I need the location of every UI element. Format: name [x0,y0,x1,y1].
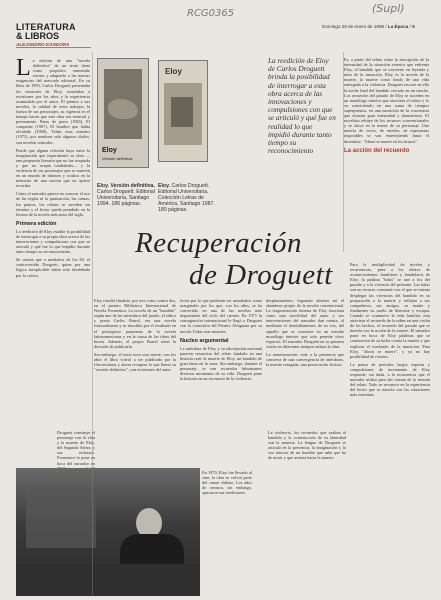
handwritten-mark: (Supl) [372,2,405,15]
section-title: LITERATURA [16,22,76,32]
left-column-lower: Droguett construye el personaje con la vida y la muerte de Eloy, del Segundo Sierra, y sus rechazos. Formentor lo pone en boca del narrador en [57,430,95,466]
right-column-top: Es, a partir del relato sobre la inscripción de la intensidad de la situación exterior que enfrenta Eloy, el bandido que se convierte en leyenda y mito de la narración. Eloy es la novela de la muerte, la muerte como fondo de una vida entregada a la violencia. Droguett recorre en ella la noche final del bandido cercado en un rancho. Los recuerdos del pasado de Eloy se suceden en un monólogo interior que atraviesa el relato y lo va convirtiendo en una suma de tiempos superpuestos, en una narración de la conciencia que alcanza gran intensidad y dramatismo. El novelista rehúye de los recursos convencionales y se ubica en la mente de su personaje. Una mezcla de voces, de miedos, de esperanzas imposibles se van entretejiendo hasta el desenlace. "Ahora se muere en los brazos". La acción del recuerdo [344,57,429,154]
dateline: Domingo 29 de enero de 1995 / La Época / 5 [322,24,415,29]
book-cover-2: Eloy [158,60,208,162]
handwritten-code: RCG0365 [187,8,235,19]
left-column: L a edición de una "novela definitiva" de un texto tiene como propósito enmendar errores y adaptarlo a las nuevas exigencias del mercado editorial. En su libro de 1993, Carlos Droguett presentaba las versiones de Eloy, sometidas a revisiones por los años y la experiencia acumulada por el autor. El premio a sus novelas, la calidad de estos trabajos, la fuerza de sus personajes, su vigencia en el tiempo hacen que esta obra sea esencial y permanente. Patas de perro (1965), El compadre (1967), El hombre que había olvidado (1968), Todas esas muertes (1971), por nombrar solo algunos títulos, son novelas centrales. Puede que alguna relación haya entre la imaginación que experimentó su obra —una propuesta literaria que no fue aceptada y que no acepta totalidades— y la violencia de sus personajes que se mueven en un mundo de infames y ocultos en la memoria de una nación que no quiere recordar. Cómo el narrador parece no conocer el uso de las reglas ni la puntuación, las comas, los puntos, los relatos se suceden sin término y el lector queda prendado en la lectura de la novela más atroz del siglo. Primera edición La reedición de Eloy estable la posibilidad de interrogar a su propia obra acerca de las innovaciones y compulsiones con que se articuló y qué fue lo que impidió durante tanto tiempo su reconocimiento. Se cuenta que a mediados de los 60, el controvertido Droguett, quien por una lógica inexplicable había sido desdeñado por la crítica. [16,55,90,278]
subhead-accion: La acción del recuerdo [344,147,410,154]
middle-column-2: ficios por lo que pudieran ser asimilados como marginales por los que, con los años, se ha convertido en una de las novelas más importantes del ciclo del crimen. En 1971 la consagración internacional le llegó a Droguett con la concesión del Premio Alfaguara por su novela Todas esas muertes. Nucleo argumental La anécdota de Eloy y su adscripción nacional parecen resuscitar del relato fundado en una historia real: la muerte de Eloy, un bandido de gran fama en la zona. Sin embargo, durante el personaje, se van recuerdos fulminantes diversos momentos de su vida. Droguett pone la historia en un escenario de la violencia. [180,298,262,382]
byline: ALEJANDRO KANDORA [16,42,70,47]
subhead-primera: Primera edición [16,220,57,227]
middle-column-1: Eloy resultó finalista, por tres votos contra dos, en el premio Biblioteca Internacional de Novela Formentor. La novela de un "bandido" según uno de los miembros del jurado, el editor y poeta Carlos Barral, era una novela extraordinaria y se inscribía por el resultado en el prestigioso panorama de la novela latinoamericana y en la causa de las ideas del boom. Además, el propio Barral tomó la decisión de publicarla. Sin embargo, el texto tuvo otra suerte; con los años el libro volvió a ser publicado por la Universitaria y ahora recupera lo que llamó su "versión definitiva", con revisiones del autor. [94,298,176,373]
book-caption-1: Eloy. Versión definitiva. Carlos Droguett. Editorial Universitaria, Santiago 1994. 186 páginas. [97,183,155,207]
middle-column-3b: La violencia, los recuerdos que asaltan al bandido y la construcción de su identidad son la materia. La lengua de Droguett se articula en la presencia, la imaginación y la voz interior de un hombre que sabe que ha de morir y que avanza hacia la muerte. [268,430,346,461]
section-header [16,22,76,47]
book-cover-1: Eloy Versión definitiva [97,58,149,168]
author-photo [16,468,200,596]
headline-line1: Recuperación [135,227,303,259]
headline-line2: de Droguett [189,259,333,291]
right-column-bottom: Para la multiplicidad de niveles y recurrencias, pues a los relatos de acontecimientos familiares y bandoleros de Eloy, la palabra "balas" se une a los del pasado y a la vivencia del presente. Las balas son un recurso constante con el que se intenta desplegar las vivencias del bandido en su preparación a la muerte y reflejan a sus compañeros, sus amigos, su madre y finalmente su sueño de liberarse y escapar. Cuando se conmueve la vida familiar, esta atraviesa el recuerdo de la niñez en una visión de los hechos, el recuerdo del pasado que se mezcla con la acción de la muerte. El narrador pone en boca de Eloy palabras que se conmueven de su lucha contra la muerte y que explican el trasfondo de la narración. Para Eloy, "ahora se muere", y ya no hay posibilidad de retorno. La pausa de períodos largos expresa y compulsiones de incremento de Eloy responde, sin duda, a la recurrencia que el narrador utiliza para dar cuenta de la tensión del relato. Todo se reconoce en la experiencia del lector que se mezcla con las situaciones más extremas. [350,262,430,398]
subhead-nucleo: Nucleo argumental [180,337,229,344]
intro-text: a edición de una "novela definitiva" de un texto tiene como propósito enmendar errores y adaptarlo a las nuevas exigencias del mercado editorial. En su libro de 1993, Carlos Droguett presentaba las versiones de Eloy, sometidas a revisiones por los años y la experiencia acumulada por el autor. El premio a sus novelas, la calidad de estos trabajos, la fuerza de sus personajes, su vigencia en el tiempo hacen que esta obra sea esencial y permanente. Patas de perro (1965), El compadre (1967), El hombre que había olvidado (1968), Todas esas muertes (1971), por nombrar solo algunos títulos, son novelas centrales. [16,58,90,145]
pull-quote: La reedición de Eloy de Carlos Droguett brinda la posibilidad de interrogar a esta obra acerca de las innovaciones y compulsiones con que se articuló y qué fue en realidad lo que impidió durante tanto tiempo su reconocimiento [268,56,336,156]
book-caption-2: Eloy. Carlos Droguett. Editorial Universitaria. Colección Letras de América. Santiago 1987. 180 páginas. [158,183,215,213]
drop-cap: L [16,55,31,81]
photo-side-text: En 1970, Eloy fue llevado al cine; la obra se volvió parte del canon chileno. Los años de censura, sin embargo, opacaron sus reediciones. [202,470,252,496]
middle-column-3: desplazamiento, logrando obtener así el abandono propio de la novela convencional. La fragmentación intensa de Eloy funciona como una movilidad del autor y sus intervenciones del narrador dan cuenta, al mediante el desdoblamiento de su voz, del aquello que se convierte en un extraño monólogo interior que solo permite otros espacios. El narrador Droguett en su primera visión en diferentes tiempos enlaza la obra. La rememoración cede a la presencia que conserva de una convergencia de anécdotas, la muerte rezagada, una persecución ficticia. [266,298,344,368]
section-subtitle: & LIBROS [16,31,60,41]
